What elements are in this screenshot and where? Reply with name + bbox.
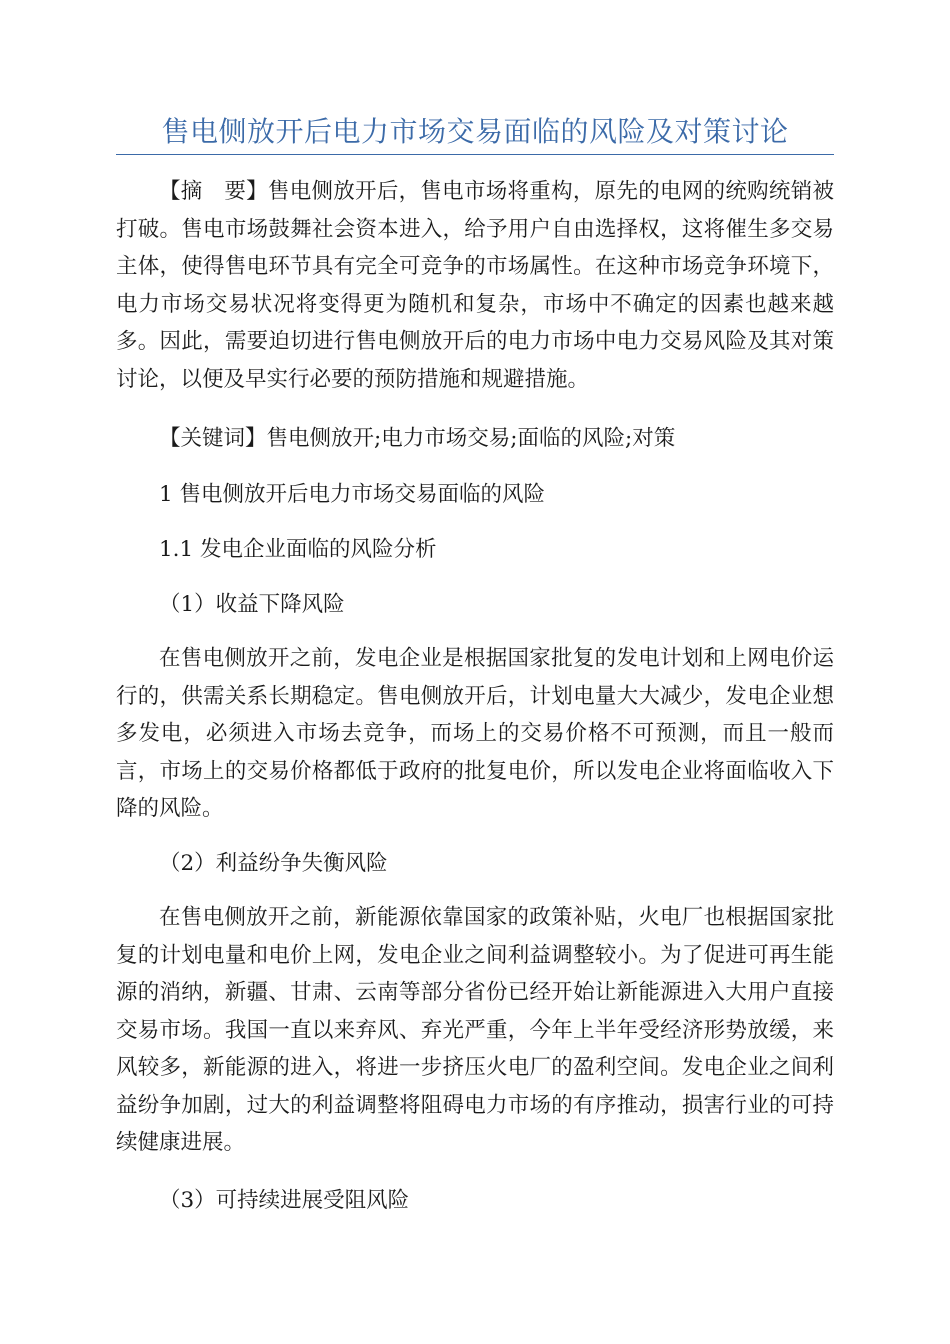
body-paragraph: 在售电侧放开之前，发电企业是根据国家批复的发电计划和上网电价运行的，供需关系长期稳定。售电侧放开后，计划电量大大减少，发电企业想多发电，必须进入市场去竞争，而场上的交易价格不可预测，而且一般而言，市场上的交易价格都低于政府的批复电价，所以发电企业将面临收入下降的风险。 [116,646,834,821]
abstract-paragraph: 【摘 要】售电侧放开后，售电市场将重构，原先的电网的统购统销被打破。售电市场鼓舞社会资本进入，给予用户自由选择权，这将催生多交易主体，使得售电环节具有完全可竞争的市场属性。在这种市场竞争环境下，电力市场交易状况将变得更为随机和复杂，市场中不确定的因素也越来越多。因此，需要迫切进行售电侧放开后的电力市场中电力交易风险及其对策讨论，以便及早实行必要的预防措施和规避措施。 [116,179,834,392]
section-heading: 1 售电侧放开后电力市场交易面临的风险 [159,482,546,507]
body-paragraph: 在售电侧放开之前，新能源依靠国家的政策补贴，火电厂也根据国家批复的计划电量和电价上网，发电企业之间利益调整较小。为了促进可再生能源的消纳，新疆、甘肃、云南等部分省份已经开始让新能源进入大用户直接交易市场。我国一直以来弃风、弃光严重，今年上半年受经济形势放缓，来风较多，新能源的进入，将进一步挤压火电厂的盈利空间。发电企业之间利益纷争加剧，过大的利益调整将阻碍电力市场的有序推动，损害行业的可持续健康进展。 [116,905,834,1155]
subsection-heading: 1.1 发电企业面临的风险分析 [159,537,437,562]
item-heading: （2）利益纷争失衡风险 [159,851,388,876]
title-underline [116,154,834,155]
item-heading: （1）收益下降风险 [159,592,345,617]
document-title: 售电侧放开后电力市场交易面临的风险及对策讨论 [161,115,789,148]
keywords-line: 【关键词】售电侧放开;电力市场交易;面临的风险;对策 [159,426,676,451]
item-heading: （3）可持续进展受阻风险 [159,1188,410,1213]
